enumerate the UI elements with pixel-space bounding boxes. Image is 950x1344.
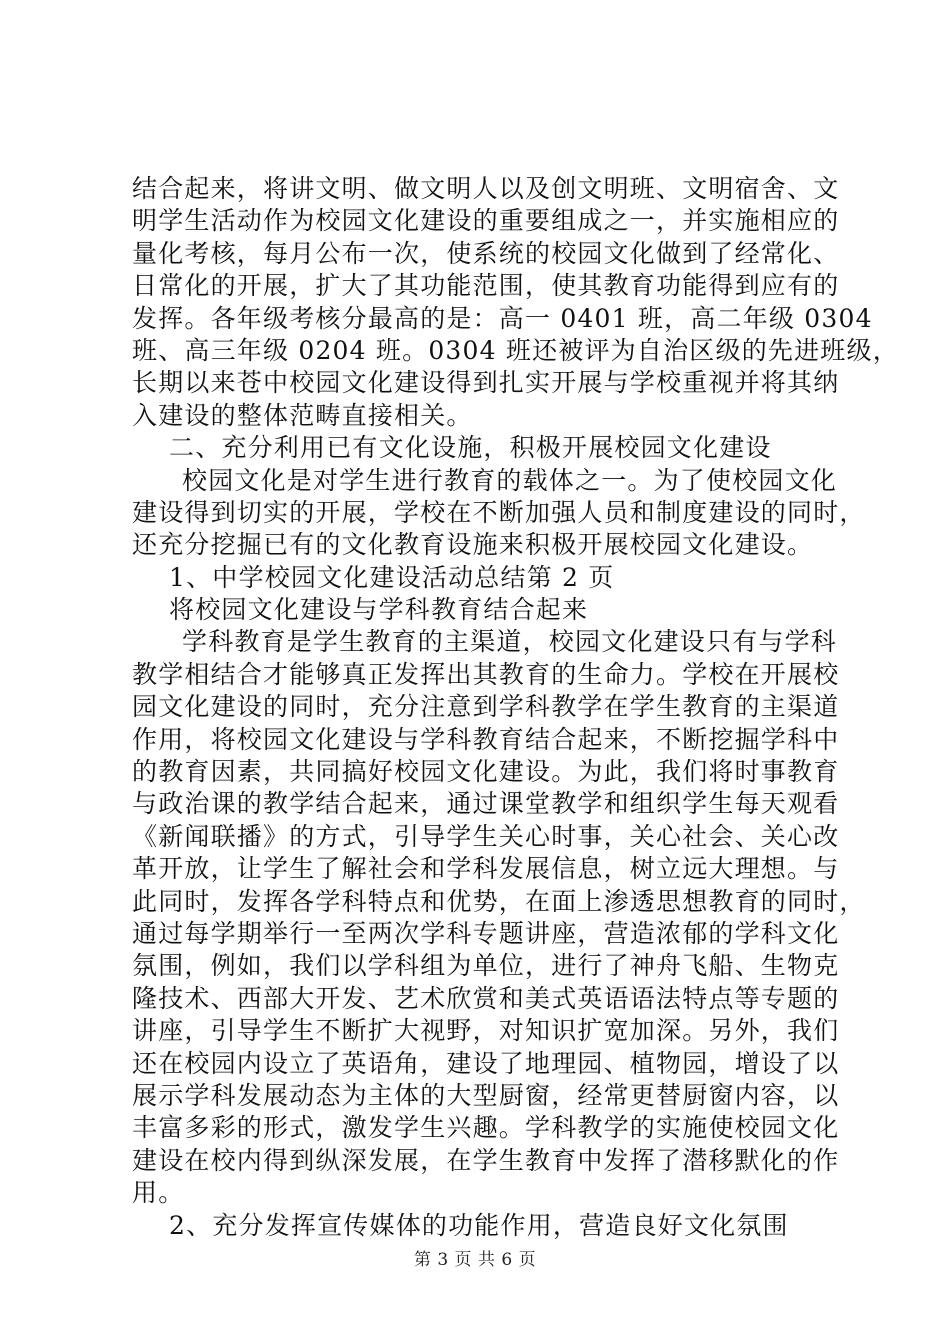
text-line: 园文化建设的同时，充分注意到学科教学在学生教育的主渠道: [132, 692, 840, 722]
text-line: 量化考核，每月公布一次，使系统的校园文化做到了经常化、: [132, 238, 840, 268]
page-number-footer: 第 3 页 共 6 页: [413, 1250, 537, 1270]
text-line: 与政治课的教学结合起来，通过课堂教学和组织学生每天观看: [132, 789, 840, 819]
text-line: 教学相结合才能够真正发挥出其教育的生命力。学校在开展校: [132, 659, 840, 689]
text-line: 还在校园内设立了英语角，建设了地理园、植物园，增设了以: [132, 1048, 840, 1078]
text-line: 日常化的开展，扩大了其功能范围，使其教育功能得到应有的: [132, 271, 840, 301]
text-line: 丰富多彩的形式，激发学生兴趣。学科教学的实施使校园文化: [132, 1113, 840, 1143]
text-line: 班、高三年级 0204 班。0304 班还被评为自治区级的先进班级，: [132, 335, 899, 365]
text-line: 讲座，引导学生不断扩大视野，对知识扩宽加深。另外，我们: [132, 1016, 840, 1046]
text-line: 发挥。各年级考核分最高的是：高一 0401 班，高二年级 0304: [132, 303, 873, 333]
text-line: 氛围，例如，我们以学科组为单位，进行了神舟飞船、生物克: [132, 951, 840, 981]
text-line: 还充分挖掘已有的文化教育设施来积极开展校园文化建设。: [132, 530, 814, 560]
text-line: 将校园文化建设与学科教育结合起来: [169, 595, 589, 625]
text-line: 用。: [132, 1178, 185, 1208]
text-line: 学科教育是学生教育的主渠道，校园文化建设只有与学科: [182, 627, 838, 657]
document-body: [132, 173, 899, 1242]
text-line: 1、中学校园文化建设活动总结第 2 页: [169, 562, 615, 592]
text-line: 《新闻联播》的方式，引导学生关心时事，关心社会、关心改: [132, 821, 840, 851]
text-line: 长期以来苍中校园文化建设得到扎实开展与学校重视并将其纳: [132, 368, 840, 398]
text-line: 2、充分发挥宣传媒体的功能作用，营造良好文化氛围: [169, 1210, 789, 1240]
text-line: 结合起来，将讲文明、做文明人以及创文明班、文明宿舍、文: [132, 174, 840, 203]
text-line: 此同时，发挥各学科特点和优势，在面上渗透思想教育的同时，: [132, 886, 866, 916]
text-line: 通过每学期举行一至两次学科专题讲座，营造浓郁的学科文化: [132, 918, 840, 948]
text-line: 建设得到切实的开展，学校在不断加强人员和制度建设的同时，: [132, 497, 866, 527]
text-line: 明学生活动作为校园文化建设的重要组成之一，并实施相应的: [132, 206, 840, 236]
text-line: 入建设的整体范畴直接相关。: [132, 400, 473, 430]
text-line: 展示学科发展动态为主体的大型厨窗，经常更替厨窗内容，以: [132, 1080, 840, 1110]
text-line: 作用，将校园文化建设与学科教育结合起来，不断挖掘学科中: [132, 724, 840, 754]
text-line: 校园文化是对学生进行教育的载体之一。为了使校园文化: [182, 465, 838, 495]
text-line: 革开放，让学生了解社会和学科发展信息，树立远大理想。与: [132, 854, 840, 884]
text-line: 的教育因素，共同搞好校园文化建设。为此，我们将时事教育: [132, 757, 840, 787]
text-line: 隆技术、西部大开发、艺术欣赏和美式英语语法特点等专题的: [132, 983, 840, 1013]
text-line: 建设在校内得到纵深发展，在学生教育中发挥了潜移默化的作: [132, 1145, 840, 1175]
text-line: 二、充分利用已有文化设施，积极开展校园文化建设: [169, 433, 772, 463]
